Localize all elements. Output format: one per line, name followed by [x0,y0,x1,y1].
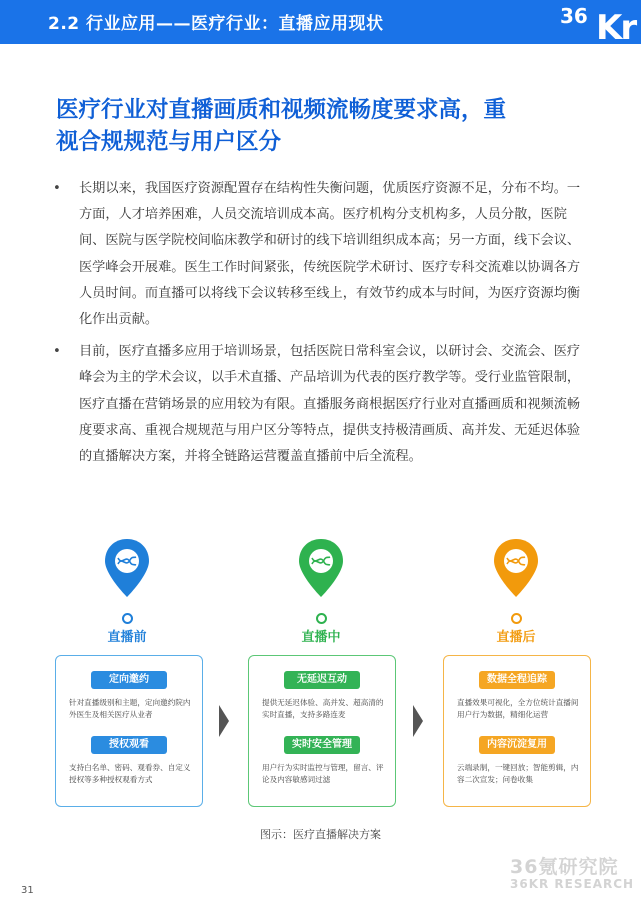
bullet-item [53,176,593,333]
feature-tag: 实时安全管理 [284,736,360,754]
stage-label: 直播后 [496,630,536,645]
section-title: 2.2 行业应用——医疗行业：直播应用现状 [48,14,384,34]
feature-tag: 无延迟互动 [284,671,360,689]
page-number: 31 [21,885,34,896]
feature-tag: 授权观看 [91,736,167,754]
watermark-subtitle: 36KR RESEARCH [510,877,635,891]
logo-letters: Kr [596,8,636,48]
chevron-right-icon [413,705,423,737]
feature-tag: 数据全程追踪 [479,671,555,689]
feature-tag: 内容沉淀复用 [479,736,555,754]
stage-card-before [55,655,203,807]
watermark-title: 36氪研究院 [510,856,619,878]
headline-line-2: 视合规规范与用户区分 [56,129,282,155]
feature-desc: 用户行为实时监控与管理，留言、评论及内容敏感词过滤 [262,763,384,784]
stage-label: 直播前 [107,630,147,645]
bullet-dot: • [53,181,61,196]
timeline-dot [316,613,327,624]
feature-desc: 提供无延迟体验、高并发、超高清的实时直播，支持多路连麦 [262,698,384,719]
location-pin-icon [103,537,151,599]
bullet-list [53,176,593,476]
bullet-text: 长期以来，我国医疗资源配置存在结构性失衡问题，优质医疗资源不足，分布不均。一方面，人才培养困难，人员交流培训成本高。医疗机构分支机构多，人员分散，医院间、医院与医学院校间临床教学和研讨的线下培训组织成本高；另一方面，线下会议、医学峰会开展难。医生工作时间紧张，传统医院学术研讨、医疗专科交流难以协调各方人员时间。而直播可以将线下会议转移至线上，有效节约成本与时间，为医疗资源均衡化作出贡献。 [79,181,581,328]
feature-desc: 支持白名单、密码、观看券、自定义授权等多种授权观看方式 [69,763,191,784]
timeline-dot [511,613,522,624]
36kr-logo [560,0,641,48]
feature-desc: 直播效果可视化，全方位统计直播间用户行为数据，精细化运营 [457,698,579,719]
page-headline [56,94,596,158]
bullet-dot: • [53,344,61,360]
timeline-dot [122,613,133,624]
bullet-item [53,339,593,470]
feature-tag: 定向邀约 [91,671,167,689]
feature-desc: 云端录制，一键回放；智能剪辑，内容二次宣发；问卷收集 [457,763,579,784]
chevron-right-icon [219,705,229,737]
location-pin-icon [492,537,540,599]
header-bar [0,0,641,48]
stage-card-during [248,655,396,807]
figure-caption: 图示：医疗直播解决方案 [260,828,381,841]
logo-number: 36 [560,4,588,28]
stage-card-after [443,655,591,807]
headline-line-1: 医疗行业对直播画质和视频流畅度要求高，重 [56,97,507,123]
bullet-text: 目前，医疗直播多应用于培训场景，包括医院日常科室会议，以研讨会、交流会、医疗峰会为主的学术会议，以手术直播、产品培训为代表的医疗教学等。受行业监管限制，医疗直播在营销场景的应用较为有限。直播服务商根据医疗行业对直播画质和视频流畅度要求高、重视合规规范与用户区分等特点，提供支持极清画质、高并发、无延迟体验的直播解决方案，并将全链路运营覆盖直播前中后全流程。 [79,344,581,465]
stage-label: 直播中 [301,630,341,645]
location-pin-icon [297,537,345,599]
feature-desc: 针对直播级别和主题，定向邀约院内外医生及相关医疗从业者 [69,698,191,719]
